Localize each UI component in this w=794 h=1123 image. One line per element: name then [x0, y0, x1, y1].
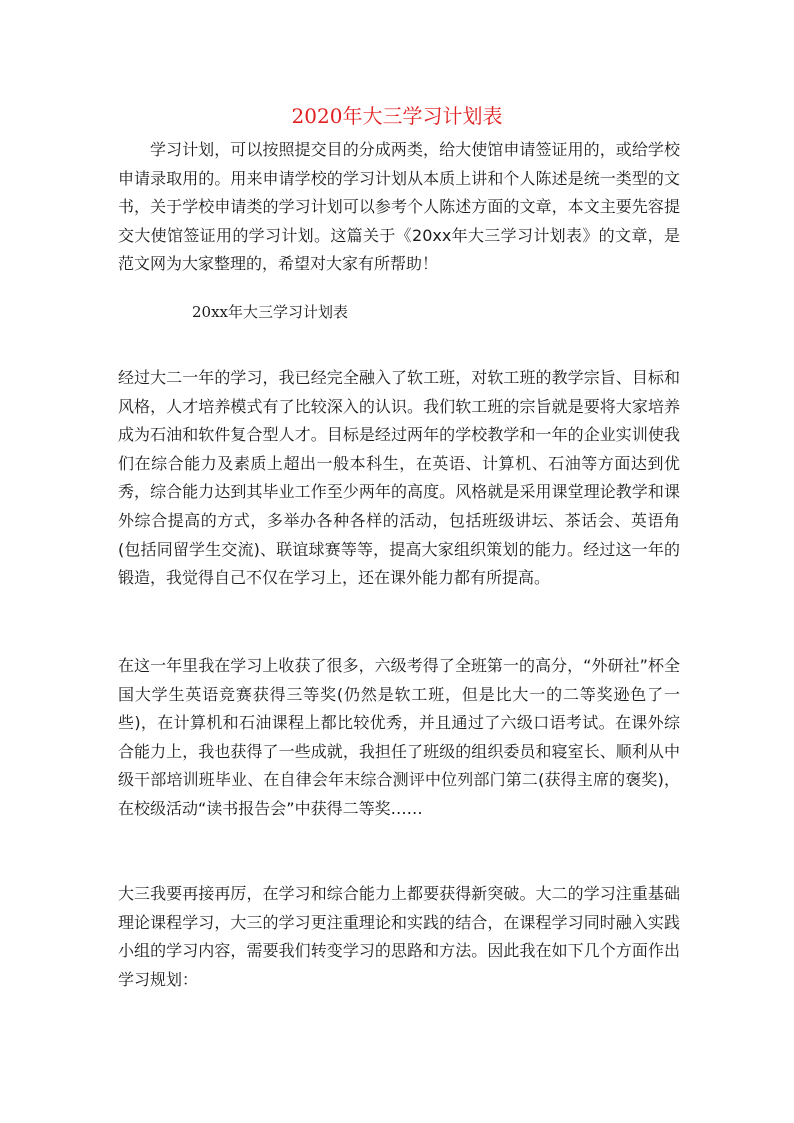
document-title: 2020年大三学习计划表: [291, 104, 503, 128]
body-paragraph-2: 在这一年里我在学习上收获了很多，六级考得了全班第一的高分，“外研社”杯全国大学生英语竞赛获得三等奖(仍然是软工班，但是比大一的二等奖逊色了一些)，在计算机和石油课程上都比较优秀，并且通过了六级口语考试。在课外综合能力上，我也获得了一些成就，我担任了班级的组织委员和寝室长、顺利从中级干部培训班毕业、在自律会年末综合测评中位列部门第二(获得主席的褒奖)，在校级活动“读书报告会”中获得二等奖……: [118, 656, 680, 818]
body-paragraph-3: 大三我要再接再厉，在学习和综合能力上都要获得新突破。大二的学习注重基础理论课程学习，大三的学习更注重理论和实践的结合，在课程学习同时融入实践小组的学习内容，需要我们转变学习的思路和方法。因此我在如下几个方面作出学习规划：: [118, 884, 680, 989]
body-paragraph-1: 经过大二一年的学习，我已经完全融入了软工班，对软工班的教学宗旨、目标和风格，人才培养模式有了比较深入的认识。我们软工班的宗旨就是要将大家培养成为石油和软件复合型人才。目标是经过两年的学校教学和一年的企业实训使我们在综合能力及素质上超出一般本科生，在英语、计算机、石油等方面达到优秀，综合能力达到其毕业工作至少两年的高度。风格就是采用课堂理论教学和课外综合提高的方式，多举办各种各样的活动，包括班级讲坛、茶话会、英语角(包括同留学生交流)、联谊球赛等等，提高大家组织策划的能力。经过这一年的锻造，我觉得自己不仅在学习上，还在课外能力都有所提高。: [118, 368, 680, 588]
document-subtitle: 20xx年大三学习计划表: [192, 303, 349, 321]
intro-paragraph: 学习计划，可以按照提交目的分成两类，给大使馆申请签证用的，或给学校申请录取用的。用来申请学校的学习计划从本质上讲和个人陈述是统一类型的文书，关于学校申请类的学习计划可以参考个人陈述方面的文章，本文主要先容提交大使馆签证用的学习计划。这篇关于《20xx年大三学习计划表》的文章，是范文网为大家整理的，希望对大家有所帮助！: [118, 140, 680, 274]
